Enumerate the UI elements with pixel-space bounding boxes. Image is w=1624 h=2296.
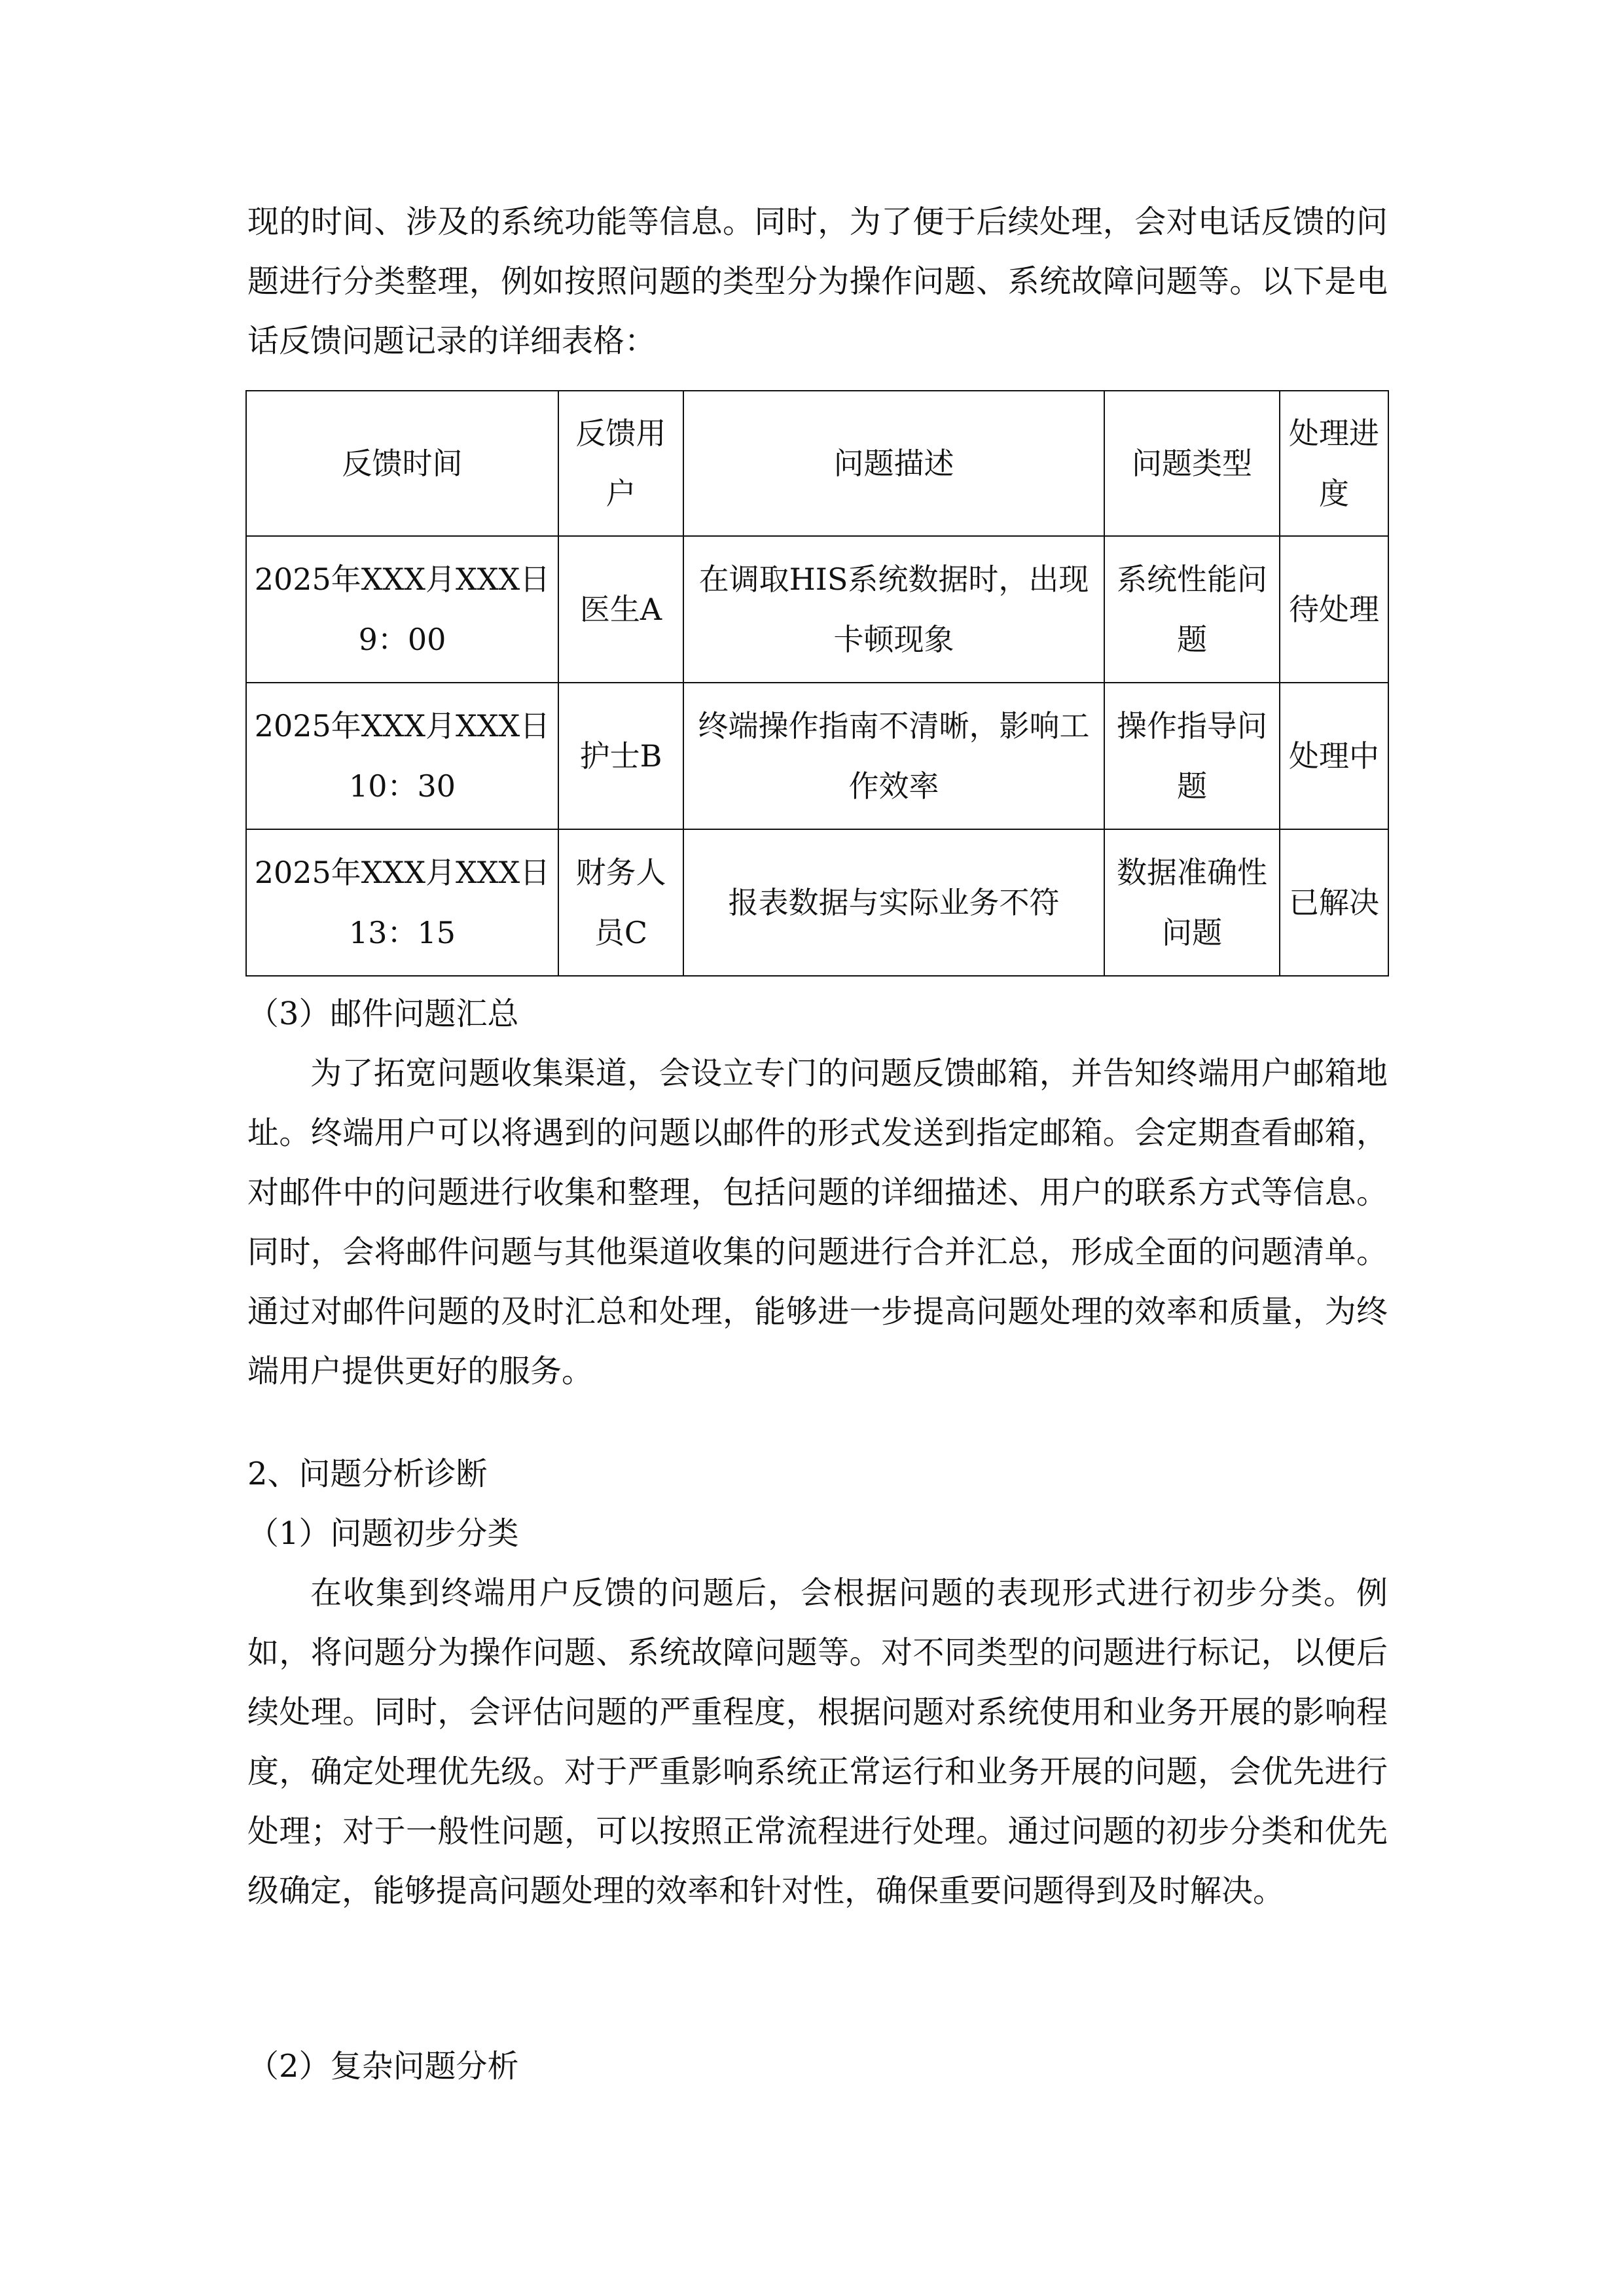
header-status: 处理进度 xyxy=(1280,391,1388,536)
table-row xyxy=(246,536,1388,683)
cell-time: 2025年XXX月XXX日13：15 xyxy=(246,829,558,976)
cell-user: 医生A xyxy=(558,536,683,683)
table-header-row xyxy=(246,391,1388,536)
cell-status: 已解决 xyxy=(1280,829,1388,976)
header-description: 问题描述 xyxy=(683,391,1104,536)
table-row xyxy=(246,829,1388,976)
header-feedback-user: 反馈用户 xyxy=(558,391,683,536)
table-row xyxy=(246,683,1388,829)
cell-type: 操作指导问题 xyxy=(1104,683,1280,829)
heading-email-summary: （3）邮件问题汇总 xyxy=(247,996,519,1032)
cell-description: 终端操作指南不清晰，影响工作效率 xyxy=(683,683,1104,829)
header-type: 问题类型 xyxy=(1104,391,1280,536)
heading-problem-analysis: 2、问题分析诊断 xyxy=(247,1456,488,1492)
cell-user: 财务人员C xyxy=(558,829,683,976)
cell-type: 系统性能问题 xyxy=(1104,536,1280,683)
feedback-table xyxy=(245,390,1389,977)
header-feedback-time: 反馈时间 xyxy=(246,391,558,536)
cell-status: 处理中 xyxy=(1280,683,1388,829)
cell-type: 数据准确性问题 xyxy=(1104,829,1280,976)
cell-user: 护士B xyxy=(558,683,683,829)
heading-complex-analysis: （2）复杂问题分析 xyxy=(247,2048,519,2085)
intro-paragraph: 现的时间、涉及的系统功能等信息。同时，为了便于后续处理，会对电话反馈的问题进行分类整理，例如按照问题的类型分为操作问题、系统故障问题等。以下是电话反馈问题记录的详细表格： xyxy=(247,204,1388,359)
cell-time: 2025年XXX月XXX日9：00 xyxy=(246,536,558,683)
paragraph-preliminary-classification: 在收集到终端用户反馈的问题后，会根据问题的表现形式进行初步分类。例如，将问题分为操作问题、系统故障问题等。对不同类型的问题进行标记，以便后续处理。同时，会评估问题的严重程度，根据问题对系统使用和业务开展的影响程度，确定处理优先级。对于严重影响系统正常运行和业务开展的问题，会优先进行处理；对于一般性问题，可以按照正常流程进行处理。通过问题的初步分类和优先级确定，能够提高问题处理的效率和针对性，确保重要问题得到及时解决。 xyxy=(247,1575,1388,1909)
cell-time: 2025年XXX月XXX日10：30 xyxy=(246,683,558,829)
cell-status: 待处理 xyxy=(1280,536,1388,683)
paragraph-email-summary: 为了拓宽问题收集渠道，会设立专门的问题反馈邮箱，并告知终端用户邮箱地址。终端用户可以将遇到的问题以邮件的形式发送到指定邮箱。会定期查看邮箱，对邮件中的问题进行收集和整理，包括问题的详细描述、用户的联系方式等信息。同时，会将邮件问题与其他渠道收集的问题进行合并汇总，形成全面的问题清单。通过对邮件问题的及时汇总和处理，能够进一步提高问题处理的效率和质量，为终端用户提供更好的服务。 xyxy=(247,1055,1388,1390)
heading-preliminary-classification: （1）问题初步分类 xyxy=(247,1515,519,1552)
cell-description: 报表数据与实际业务不符 xyxy=(683,829,1104,976)
cell-description: 在调取HIS系统数据时，出现卡顿现象 xyxy=(683,536,1104,683)
